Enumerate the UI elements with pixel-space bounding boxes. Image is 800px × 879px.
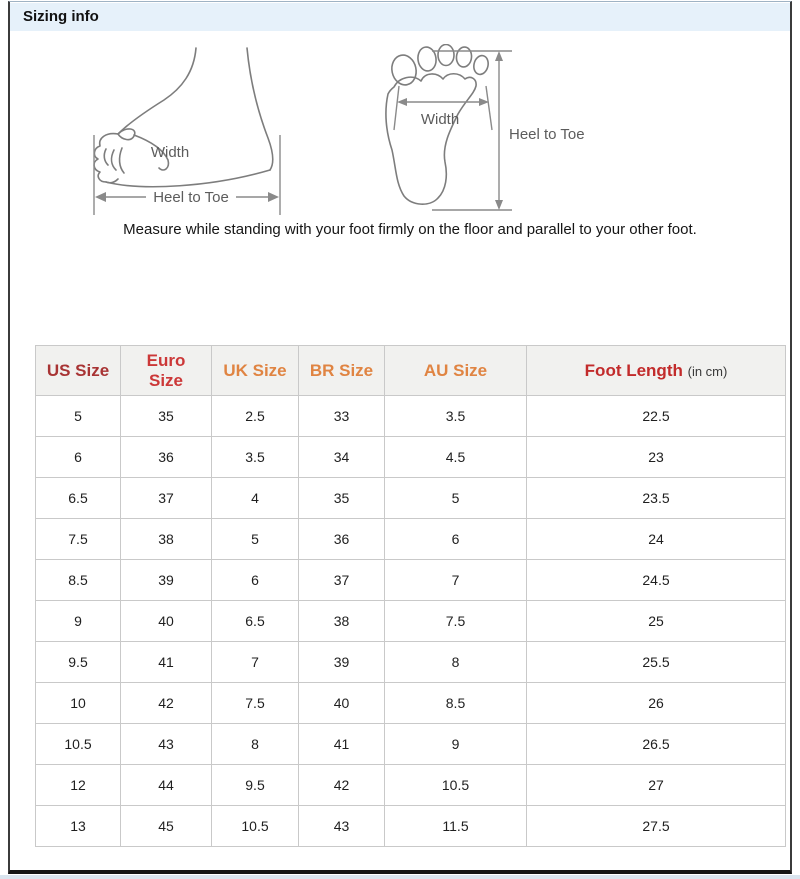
table-row <box>36 765 786 806</box>
size-cell: 9.5 <box>36 642 121 683</box>
size-cell: 7.5 <box>385 601 527 642</box>
size-cell: 25 <box>527 601 786 642</box>
table-row <box>36 396 786 437</box>
size-cell: 24.5 <box>527 560 786 601</box>
table-row <box>36 642 786 683</box>
column-header-foot-length: Foot Length (in cm) <box>527 346 786 396</box>
size-cell: 7 <box>385 560 527 601</box>
size-cell: 11.5 <box>385 806 527 847</box>
size-cell: 10.5 <box>385 765 527 806</box>
size-cell: 43 <box>121 724 212 765</box>
size-cell: 6 <box>36 437 121 478</box>
size-cell: 5 <box>385 478 527 519</box>
size-cell: 42 <box>299 765 385 806</box>
size-cell: 40 <box>299 683 385 724</box>
size-cell: 10.5 <box>36 724 121 765</box>
size-cell: 9 <box>36 601 121 642</box>
size-cell: 33 <box>299 396 385 437</box>
size-cell: 26 <box>527 683 786 724</box>
size-cell: 13 <box>36 806 121 847</box>
size-cell: 41 <box>299 724 385 765</box>
section-header <box>10 3 790 31</box>
size-cell: 37 <box>121 478 212 519</box>
column-header-uk-size: UK Size <box>212 346 299 396</box>
size-cell: 4 <box>212 478 299 519</box>
size-cell: 6.5 <box>36 478 121 519</box>
size-cell: 6.5 <box>212 601 299 642</box>
side-heel-to-toe-label: Heel to Toe <box>153 189 229 206</box>
size-cell: 12 <box>36 765 121 806</box>
section-title: Sizing info <box>23 8 99 25</box>
size-cell: 23.5 <box>527 478 786 519</box>
table-row <box>36 683 786 724</box>
size-cell: 8.5 <box>36 560 121 601</box>
header-row <box>36 346 786 396</box>
size-cell: 6 <box>212 560 299 601</box>
table-row <box>36 601 786 642</box>
size-cell: 10 <box>36 683 121 724</box>
size-cell: 5 <box>36 396 121 437</box>
size-cell: 45 <box>121 806 212 847</box>
table-row <box>36 560 786 601</box>
size-cell: 6 <box>385 519 527 560</box>
sizing-table <box>35 345 786 847</box>
size-cell: 27.5 <box>527 806 786 847</box>
top-heel-to-toe-label: Heel to Toe <box>509 126 585 143</box>
size-cell: 36 <box>299 519 385 560</box>
size-cell: 39 <box>299 642 385 683</box>
size-cell: 43 <box>299 806 385 847</box>
size-cell: 4.5 <box>385 437 527 478</box>
size-cell: 44 <box>121 765 212 806</box>
size-cell: 8 <box>385 642 527 683</box>
foot-side-view-diagram <box>90 46 290 218</box>
column-header-br-size: BR Size <box>299 346 385 396</box>
foot-length-unit: (in cm) <box>687 363 728 379</box>
size-cell: 8 <box>212 724 299 765</box>
size-cell: 35 <box>299 478 385 519</box>
size-cell: 40 <box>121 601 212 642</box>
table-row <box>36 519 786 560</box>
side-width-label: Width <box>150 144 190 161</box>
size-cell: 9 <box>385 724 527 765</box>
table-row <box>36 724 786 765</box>
size-cell: 3.5 <box>385 396 527 437</box>
sizing-table-header <box>36 346 786 396</box>
foot-side-outline <box>94 48 273 187</box>
size-cell: 39 <box>121 560 212 601</box>
foot-bottom-view-diagram <box>382 44 607 216</box>
size-cell: 8.5 <box>385 683 527 724</box>
size-cell: 23 <box>527 437 786 478</box>
sizing-info-panel <box>8 1 792 874</box>
size-cell: 9.5 <box>212 765 299 806</box>
table-row <box>36 806 786 847</box>
sizing-table-body <box>36 396 786 847</box>
column-header-euro-size: Euro Size <box>121 346 212 396</box>
table-row <box>36 437 786 478</box>
bottom-divider <box>0 875 800 879</box>
size-cell: 37 <box>299 560 385 601</box>
size-cell: 36 <box>121 437 212 478</box>
measuring-instruction: Measure while standing with your foot firmly on the floor and parallel to your other foot. <box>123 221 697 238</box>
size-cell: 27 <box>527 765 786 806</box>
table-row <box>36 478 786 519</box>
size-cell: 25.5 <box>527 642 786 683</box>
size-cell: 7.5 <box>212 683 299 724</box>
size-cell: 41 <box>121 642 212 683</box>
column-header-au-size: AU Size <box>385 346 527 396</box>
size-cell: 38 <box>121 519 212 560</box>
size-cell: 24 <box>527 519 786 560</box>
size-cell: 34 <box>299 437 385 478</box>
size-cell: 10.5 <box>212 806 299 847</box>
top-width-label: Width <box>420 111 460 128</box>
size-cell: 2.5 <box>212 396 299 437</box>
size-cell: 26.5 <box>527 724 786 765</box>
size-cell: 5 <box>212 519 299 560</box>
column-header-us-size: US Size <box>36 346 121 396</box>
size-cell: 42 <box>121 683 212 724</box>
size-cell: 3.5 <box>212 437 299 478</box>
size-cell: 35 <box>121 396 212 437</box>
size-cell: 38 <box>299 601 385 642</box>
size-cell: 7.5 <box>36 519 121 560</box>
size-cell: 7 <box>212 642 299 683</box>
size-cell: 22.5 <box>527 396 786 437</box>
